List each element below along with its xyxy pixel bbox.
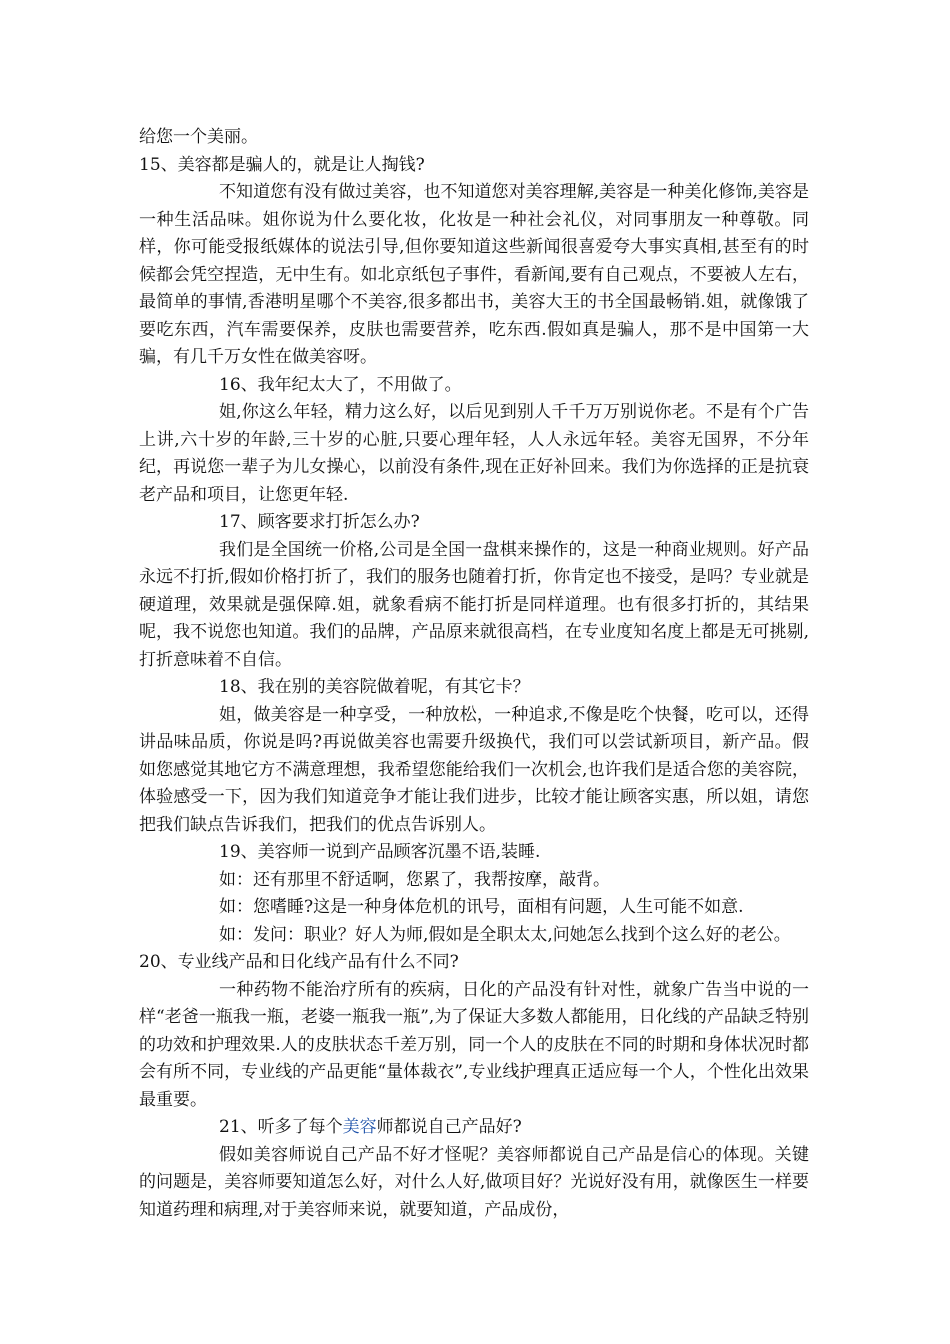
question-21-suffix: 师都说自己产品好? — [376, 1117, 522, 1137]
paragraph-continuation: 给您一个美丽。 — [139, 127, 258, 147]
question-21 — [139, 1114, 809, 1142]
answer-17: 我们是全国统一价格,公司是全国一盘棋来操作的，这是一种商业规则。好产品永远不打折,假如价格打折了，我们的服务也随着打折，你肯定也不接受，是吗？专业就是硬道理，效果就是强保障.姐，就象看病不能打折是同样道理。也有很多打折的，其结果呢，我不说您也知道。我们的品牌，产品原来就很高档，在专业度知名度上都是无可挑剔,打折意味着不自信。 — [139, 539, 809, 670]
question-21-prefix: 21、听多了每个 — [219, 1117, 343, 1137]
question-16: 16、我年纪太大了，不用做了。 — [219, 374, 462, 395]
question-17: 17、顾客要求打折怎么办? — [219, 512, 420, 532]
question-18: 18、我在别的美容院做着呢，有其它卡？ — [219, 677, 530, 697]
document-body — [139, 124, 809, 1224]
answer-18: 姐，做美容是一种享受，一种放松，一种追求,不像是吃个快餐，吃可以，还得讲品味品质，你说是吗?再说做美容也需要升级换代，我们可以尝试新项目，新产品。假如您感觉其地它方不满意理想，我希望您能给我们一次机会,也许我们是适合您的美容院，体验感受一下，因为我们知道竞争才能让我们进步，比较才能让顾客实惠，所以姐，请您把我们缺点告诉我们，把我们的优点告诉别人。 — [139, 704, 809, 835]
answer-15: 不知道您有没有做过美容，也不知道您对美容理解,美容是一种美化修饰,美容是一种生活品味。姐你说为什么要化妆，化妆是一种社会礼仪，对同事朋友一种尊敬。同样，你可能受报纸媒体的说法引导,但你要知道这些新闻很喜爱夸大事实真相,甚至有的时候都会凭空捏造，无中生有。如北京纸包子事件，看新闻,要有自己观点，不要被人左右，最简单的事情,香港明星哪个不美容,很多都出书，美容大王的书全国最畅销.姐，就像饿了要吃东西，汽车需要保养，皮肤也需要营养，吃东西.假如真是骗人，那不是中国第一大骗，有几千万女性在做美容呀。 — [139, 182, 809, 367]
question-20: 20、专业线产品和日化线产品有什么不同? — [139, 952, 459, 972]
beauty-link[interactable]: 美容 — [342, 1117, 377, 1137]
answer-21: 假如美容师说自己产品不好才怪呢？美容师都说自己产品是信心的体现。关键的问题是，美容师要知道怎么好，对什么人好,做项目好？光说好没有用，就像医生一样要知道药理和病理,对于美容师来说，就要知道，产品成份， — [139, 1144, 809, 1220]
answer-20: 一种药物不能治疗所有的疾病，日化的产品没有针对性，就象广告当中说的一样“老爸一瓶我一瓶，老婆一瓶我一瓶”,为了保证大多数人都能用，日化线的产品缺乏特别的功效和护理效果.人的皮肤状态千差万别，同一个人的皮肤在不同的时期和身体状况时都会有所不同，专业线的产品更能“量体裁衣”,专业线护理真正适应每一个人，个性化出效果最重要。 — [139, 979, 809, 1110]
answer-19-a: 如：还有那里不舒适啊，您累了，我帮按摩，敲背。 — [219, 869, 610, 890]
answer-19-b: 如：您嗜睡?这是一种身体危机的讯号，面相有问题，人生可能不如意. — [219, 897, 744, 917]
question-15: 15、美容都是骗人的，就是让人掏钱? — [139, 154, 425, 175]
answer-19-c: 如：发问：职业？好人为师,假如是全职太太,问她怎么找到个这么好的老公。 — [219, 924, 791, 945]
answer-16: 姐,你这么年轻，精力这么好，以后见到别人千千万万别说你老。不是有个广告上讲,六十岁的年龄,三十岁的心脏,只要心理年轻，人人永远年轻。美容无国界，不分年纪，再说您一辈子为儿女操心，以前没有条件,现在正好补回来。我们为你选择的正是抗衰老产品和项目，让您更年轻. — [139, 402, 809, 505]
question-19: 19、美容师一说到产品顾客沉墨不语,装睡. — [219, 842, 541, 862]
